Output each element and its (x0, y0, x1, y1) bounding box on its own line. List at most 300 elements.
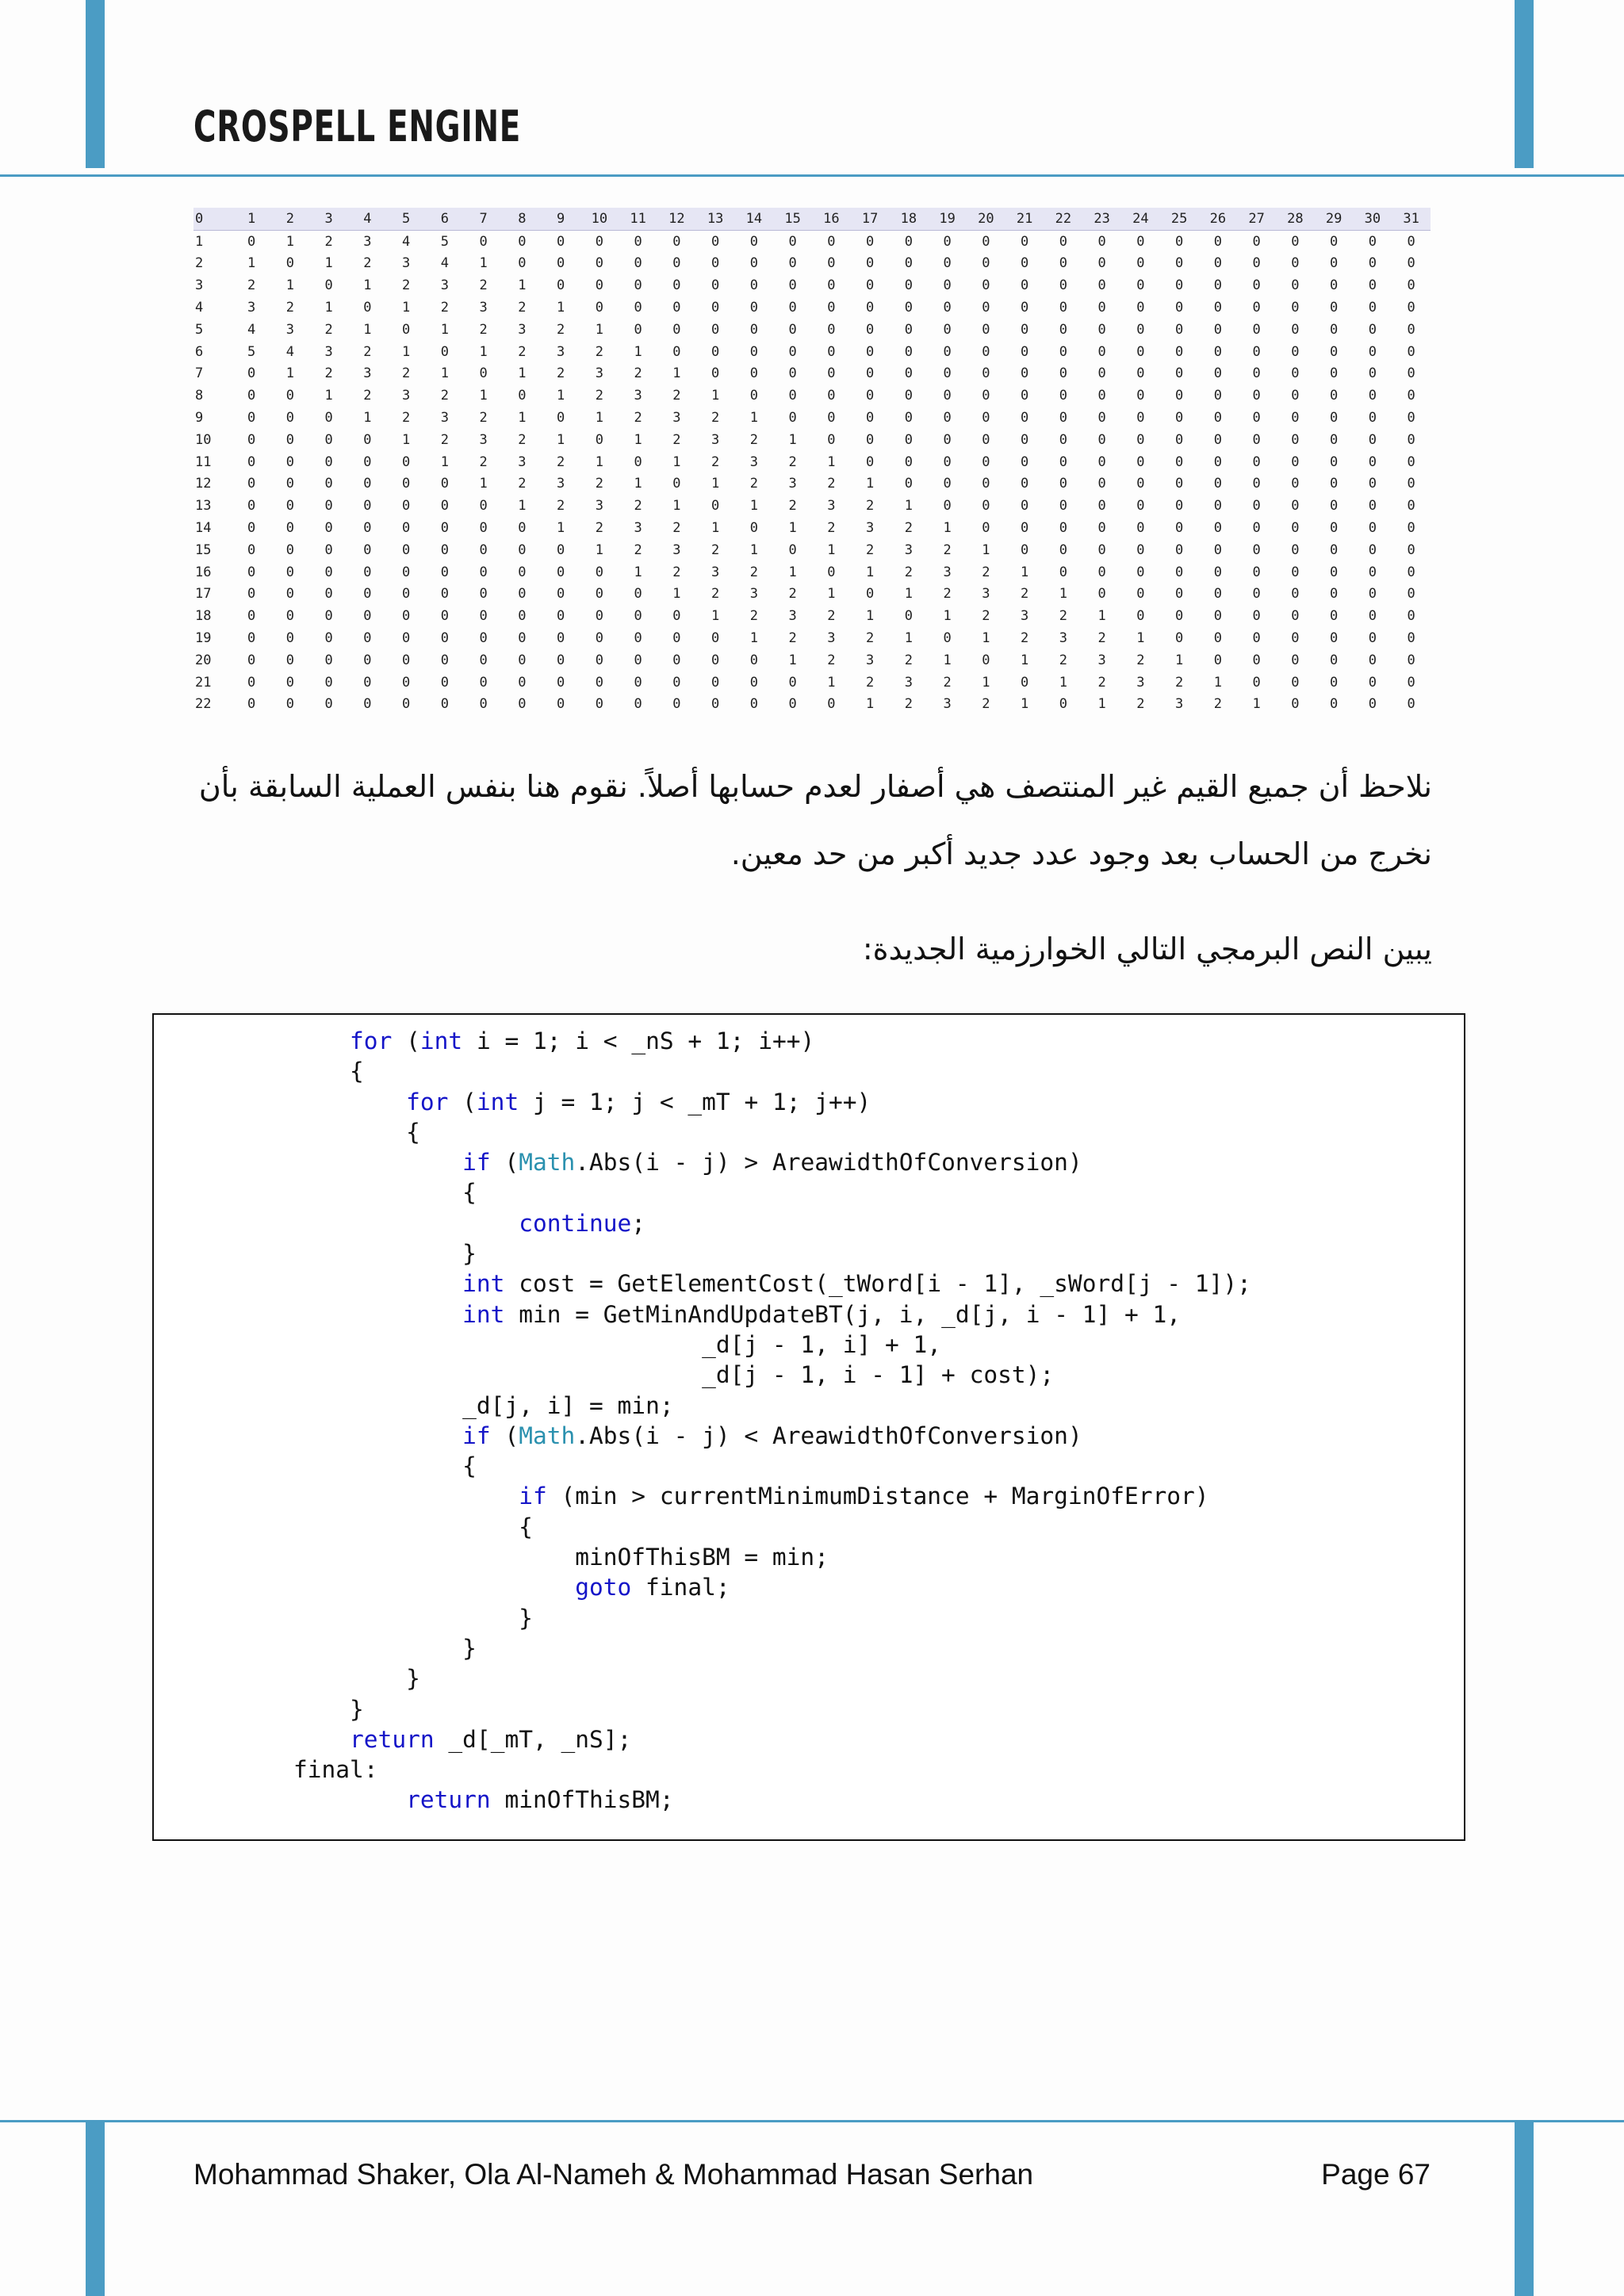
matrix-cell: 0 (595, 564, 603, 580)
matrix-row (193, 297, 1431, 319)
matrix-cell: 0 (711, 365, 720, 382)
matrix-cell: 0 (982, 233, 990, 250)
matrix-cell: 0 (247, 630, 256, 647)
matrix-cell: 2 (1021, 630, 1029, 647)
matrix-cell: 0 (479, 564, 488, 580)
matrix-cell: 2 (518, 343, 527, 360)
matrix-cell: 0 (363, 652, 372, 668)
matrix-cell: 2 (363, 388, 372, 404)
matrix-cell: 0 (672, 696, 681, 713)
matrix-col-header: 31 (1392, 208, 1431, 230)
matrix-cell: 0 (943, 476, 952, 492)
matrix-cell: 1 (866, 696, 875, 713)
matrix-cell: 4 (285, 343, 294, 360)
matrix-cell: 1 (1097, 696, 1106, 713)
matrix-cell: 0 (324, 410, 333, 427)
matrix-cell: 0 (402, 674, 411, 691)
code-line: _d[j, i] = min; (462, 1391, 674, 1419)
code-line: int cost = GetElementCost(_tWord[i - 1], _sWord[j - 1]); (462, 1270, 1251, 1298)
matrix-cell: 3 (711, 431, 720, 448)
matrix-cell: 0 (1407, 365, 1415, 382)
matrix-cell: 2 (440, 388, 449, 404)
matrix-cell: 0 (518, 674, 527, 691)
matrix-cell: 0 (479, 498, 488, 515)
matrix-cell: 0 (982, 431, 990, 448)
matrix-cell: 0 (634, 586, 642, 603)
matrix-cell: 0 (440, 564, 449, 580)
matrix-cell: 0 (324, 520, 333, 537)
matrix-cell: 0 (866, 300, 875, 316)
matrix-cell: 0 (1252, 453, 1261, 470)
matrix-cell: 0 (672, 277, 681, 294)
matrix-cell: 0 (595, 255, 603, 272)
matrix-cell: 17 (195, 586, 212, 603)
matrix-cell: 0 (1175, 321, 1184, 338)
matrix-cell: 0 (324, 630, 333, 647)
matrix-cell: 0 (1021, 498, 1029, 515)
matrix-cell: 0 (672, 321, 681, 338)
matrix-cell: 1 (827, 541, 836, 558)
matrix-cell: 1 (595, 410, 603, 427)
matrix-cell: 0 (1330, 277, 1339, 294)
matrix-cell: 0 (1330, 343, 1339, 360)
matrix-cell: 0 (1136, 498, 1145, 515)
matrix-cell: 1 (749, 498, 758, 515)
matrix-col-header: 7 (464, 208, 503, 230)
code-listing-box (152, 1013, 1465, 1841)
matrix-cell: 0 (904, 277, 913, 294)
matrix-cell: 3 (247, 300, 256, 316)
matrix-cell: 0 (711, 674, 720, 691)
matrix-cell: 0 (1368, 365, 1377, 382)
matrix-cell: 0 (904, 431, 913, 448)
matrix-cell: 0 (440, 476, 449, 492)
matrix-cell: 0 (672, 343, 681, 360)
matrix-cell: 0 (749, 233, 758, 250)
matrix-cell: 0 (749, 520, 758, 537)
matrix-cell: 0 (1021, 365, 1029, 382)
matrix-cell: 0 (285, 410, 294, 427)
matrix-header-row (193, 208, 1431, 230)
matrix-cell: 2 (827, 608, 836, 625)
matrix-cell: 0 (1291, 586, 1300, 603)
matrix-cell: 3 (518, 453, 527, 470)
matrix-cell: 0 (1136, 541, 1145, 558)
matrix-cell: 0 (711, 343, 720, 360)
matrix-cell: 0 (904, 321, 913, 338)
matrix-cell: 0 (1330, 476, 1339, 492)
matrix-cell: 0 (634, 255, 642, 272)
matrix-cell: 2 (285, 300, 294, 316)
matrix-cell: 0 (1330, 388, 1339, 404)
matrix-cell: 0 (247, 674, 256, 691)
matrix-cell: 0 (827, 388, 836, 404)
matrix-cell: 1 (363, 277, 372, 294)
matrix-cell: 1 (1021, 696, 1029, 713)
matrix-cell: 0 (904, 343, 913, 360)
matrix-cell: 0 (672, 255, 681, 272)
matrix-cell: 0 (324, 674, 333, 691)
matrix-cell: 1 (982, 541, 990, 558)
matrix-cell: 0 (1368, 255, 1377, 272)
matrix-cell: 1 (479, 255, 488, 272)
matrix-cell: 3 (1175, 696, 1184, 713)
matrix-cell: 0 (1407, 277, 1415, 294)
matrix-cell: 2 (1021, 586, 1029, 603)
matrix-cell: 1 (827, 674, 836, 691)
matrix-cell: 2 (634, 498, 642, 515)
matrix-cell: 0 (557, 255, 565, 272)
matrix-cell: 1 (402, 431, 411, 448)
matrix-cell: 0 (1136, 586, 1145, 603)
matrix-cell: 0 (749, 277, 758, 294)
matrix-cell: 0 (1136, 520, 1145, 537)
matrix-cell: 2 (634, 365, 642, 382)
matrix-cell: 0 (943, 431, 952, 448)
matrix-cell: 0 (1021, 541, 1029, 558)
matrix-cell: 5 (440, 233, 449, 250)
matrix-cell: 2 (672, 520, 681, 537)
matrix-row (193, 584, 1431, 606)
matrix-cell: 0 (827, 321, 836, 338)
matrix-cell: 0 (1368, 388, 1377, 404)
matrix-cell: 1 (440, 453, 449, 470)
matrix-cell: 1 (943, 652, 952, 668)
matrix-cell: 0 (440, 696, 449, 713)
matrix-cell: 0 (749, 674, 758, 691)
code-line: int min = GetMinAndUpdateBT(j, i, _d[j, i - 1] + 1, (462, 1300, 1182, 1328)
matrix-cell: 0 (1407, 343, 1415, 360)
matrix-cell: 0 (440, 586, 449, 603)
matrix-cell: 1 (195, 233, 204, 250)
matrix-cell: 0 (634, 652, 642, 668)
code-line: if (Math.Abs(i - j) > AreawidthOfConversion) (462, 1149, 1082, 1177)
matrix-cell: 0 (1252, 388, 1261, 404)
matrix-cell: 0 (440, 652, 449, 668)
matrix-cell: 0 (982, 365, 990, 382)
matrix-cell: 0 (1368, 453, 1377, 470)
matrix-cell: 3 (402, 255, 411, 272)
matrix-cell: 0 (363, 674, 372, 691)
matrix-cell: 0 (1097, 233, 1106, 250)
matrix-cell: 2 (943, 674, 952, 691)
matrix-cell: 0 (634, 300, 642, 316)
matrix-cell: 0 (247, 652, 256, 668)
matrix-cell: 2 (363, 343, 372, 360)
matrix-cell: 9 (195, 410, 204, 427)
matrix-cell: 0 (324, 498, 333, 515)
matrix-cell: 0 (1407, 520, 1415, 537)
matrix-cell: 0 (1136, 343, 1145, 360)
matrix-cell: 0 (285, 520, 294, 537)
matrix-cell: 0 (634, 608, 642, 625)
matrix-cell: 2 (595, 520, 603, 537)
matrix-cell: 0 (1059, 343, 1067, 360)
matrix-cell: 0 (711, 255, 720, 272)
matrix-cell: 0 (595, 608, 603, 625)
matrix-cell: 0 (557, 564, 565, 580)
matrix-cell: 3 (1059, 630, 1067, 647)
matrix-col-header: 5 (387, 208, 426, 230)
matrix-cell: 1 (672, 586, 681, 603)
matrix-cell: 1 (1021, 652, 1029, 668)
matrix-cell: 2 (1136, 696, 1145, 713)
matrix-cell: 0 (827, 564, 836, 580)
matrix-cell: 0 (324, 586, 333, 603)
matrix-cell: 0 (285, 498, 294, 515)
code-line: _d[j - 1, i - 1] + cost); (702, 1361, 1055, 1389)
matrix-cell: 0 (595, 586, 603, 603)
matrix-cell: 3 (788, 476, 797, 492)
matrix-cell: 0 (1097, 541, 1106, 558)
matrix-row (193, 517, 1431, 539)
matrix-cell: 0 (1021, 233, 1029, 250)
matrix-cell: 3 (324, 343, 333, 360)
matrix-cell: 2 (595, 343, 603, 360)
code-line: continue; (519, 1209, 646, 1237)
matrix-cell: 0 (518, 696, 527, 713)
matrix-row (193, 274, 1431, 297)
matrix-cell: 2 (440, 300, 449, 316)
matrix-col-header: 18 (890, 208, 929, 230)
matrix-cell: 0 (866, 365, 875, 382)
matrix-cell: 0 (672, 674, 681, 691)
matrix-cell: 0 (1252, 586, 1261, 603)
matrix-cell: 0 (1407, 541, 1415, 558)
code-line: goto final; (575, 1574, 730, 1601)
matrix-cell: 3 (479, 431, 488, 448)
matrix-cell: 0 (1291, 453, 1300, 470)
matrix-cell: 0 (1407, 586, 1415, 603)
matrix-cell: 0 (982, 652, 990, 668)
matrix-cell: 0 (749, 300, 758, 316)
code-listing (293, 1026, 1251, 1816)
matrix-cell: 0 (1059, 365, 1067, 382)
matrix-cell: 0 (518, 520, 527, 537)
matrix-cell: 1 (1136, 630, 1145, 647)
matrix-cell: 0 (402, 564, 411, 580)
matrix-cell: 2 (943, 541, 952, 558)
matrix-cell: 0 (1368, 498, 1377, 515)
matrix-cell: 0 (557, 410, 565, 427)
matrix-cell: 1 (595, 541, 603, 558)
matrix-cell: 1 (324, 300, 333, 316)
matrix-cell: 0 (982, 476, 990, 492)
matrix-cell: 2 (634, 410, 642, 427)
matrix-cell: 0 (1330, 300, 1339, 316)
matrix-cell: 0 (402, 453, 411, 470)
matrix-cell: 3 (479, 300, 488, 316)
matrix-cell: 2 (1213, 696, 1222, 713)
matrix-cell: 2 (904, 520, 913, 537)
matrix-row (193, 429, 1431, 451)
matrix-row (193, 605, 1431, 627)
matrix-cell: 14 (195, 520, 212, 537)
matrix-cell: 0 (247, 233, 256, 250)
matrix-cell: 0 (1407, 388, 1415, 404)
matrix-cell: 0 (904, 255, 913, 272)
matrix-cell: 0 (672, 233, 681, 250)
matrix-cell: 1 (866, 564, 875, 580)
matrix-cell: 3 (672, 410, 681, 427)
matrix-cell: 0 (363, 300, 372, 316)
code-line: { (350, 1513, 533, 1540)
bottom-right-accent-bar (1515, 2122, 1534, 2296)
matrix-cell: 0 (1213, 431, 1222, 448)
matrix-cell: 0 (1252, 630, 1261, 647)
matrix-cell: 2 (595, 388, 603, 404)
matrix-cell: 0 (1213, 520, 1222, 537)
matrix-cell: 2 (595, 476, 603, 492)
code-intro-text: يبين النص البرمجي التالي الخوارزمية الجديدة: (862, 932, 1432, 966)
matrix-cell: 0 (363, 498, 372, 515)
matrix-cell: 0 (982, 388, 990, 404)
matrix-cell: 4 (440, 255, 449, 272)
matrix-cell: 0 (711, 696, 720, 713)
matrix-cell: 0 (1330, 255, 1339, 272)
matrix-cell: 1 (324, 255, 333, 272)
matrix-cell: 1 (788, 652, 797, 668)
matrix-cell: 2 (557, 365, 565, 382)
matrix-cell: 0 (1175, 586, 1184, 603)
matrix-cell: 3 (866, 520, 875, 537)
matrix-row (193, 451, 1431, 473)
code-line: } (350, 1695, 364, 1723)
matrix-cell: 0 (1136, 321, 1145, 338)
matrix-cell: 0 (1175, 564, 1184, 580)
matrix-col-header: 17 (851, 208, 890, 230)
matrix-cell: 2 (634, 541, 642, 558)
matrix-cell: 0 (634, 696, 642, 713)
matrix-cell: 1 (1213, 674, 1222, 691)
matrix-cell: 0 (324, 476, 333, 492)
matrix-cell: 1 (402, 343, 411, 360)
code-line: minOfThisBM = min; (575, 1544, 829, 1571)
matrix-cell: 1 (634, 564, 642, 580)
matrix-cell: 0 (247, 586, 256, 603)
matrix-cell: 0 (1097, 388, 1106, 404)
code-line: for (int i = 1; i < _nS + 1; i++) (350, 1027, 815, 1054)
matrix-cell: 0 (1252, 608, 1261, 625)
matrix-cell: 22 (195, 696, 212, 713)
matrix-cell: 2 (1059, 652, 1067, 668)
matrix-col-header: 12 (657, 208, 696, 230)
matrix-cell: 2 (904, 564, 913, 580)
matrix-cell: 0 (363, 520, 372, 537)
matrix-cell: 0 (324, 453, 333, 470)
matrix-cell: 0 (1059, 476, 1067, 492)
matrix-cell: 0 (1291, 410, 1300, 427)
header-title: CROSPELL ENGINE (193, 101, 522, 151)
matrix-cell: 0 (247, 365, 256, 382)
matrix-cell: 1 (672, 365, 681, 382)
matrix-row (193, 230, 1431, 252)
matrix-cell: 0 (1291, 388, 1300, 404)
matrix-cell: 0 (1136, 365, 1145, 382)
matrix-cell: 1 (866, 476, 875, 492)
matrix-cell: 0 (595, 652, 603, 668)
matrix-cell: 0 (595, 233, 603, 250)
matrix-cell: 0 (363, 696, 372, 713)
matrix-cell: 0 (440, 630, 449, 647)
matrix-cell: 0 (1407, 410, 1415, 427)
matrix-cell: 0 (1252, 674, 1261, 691)
matrix-cell: 0 (827, 343, 836, 360)
matrix-cell: 0 (1330, 410, 1339, 427)
matrix-cell: 0 (943, 410, 952, 427)
matrix-cell: 0 (1330, 674, 1339, 691)
matrix-cell: 0 (866, 277, 875, 294)
matrix-cell: 0 (1097, 321, 1106, 338)
code-line: { (350, 1452, 477, 1480)
matrix-cell: 0 (1291, 498, 1300, 515)
matrix-cell: 2 (711, 541, 720, 558)
matrix-cell: 0 (788, 343, 797, 360)
matrix-cell: 2 (402, 277, 411, 294)
matrix-cell: 0 (247, 696, 256, 713)
matrix-col-header: 4 (348, 208, 387, 230)
matrix-cell: 0 (711, 652, 720, 668)
matrix-cell: 2 (479, 410, 488, 427)
matrix-cell: 3 (285, 321, 294, 338)
matrix-cell: 0 (827, 365, 836, 382)
matrix-cell: 3 (749, 586, 758, 603)
matrix-cell: 0 (479, 233, 488, 250)
matrix-cell: 0 (247, 431, 256, 448)
matrix-cell: 2 (247, 277, 256, 294)
matrix-cell: 1 (866, 608, 875, 625)
matrix-cell: 0 (788, 541, 797, 558)
matrix-cell: 0 (1291, 476, 1300, 492)
matrix-cell: 0 (1252, 476, 1261, 492)
matrix-cell: 0 (363, 586, 372, 603)
matrix-cell: 0 (672, 608, 681, 625)
footer-rule (0, 2120, 1624, 2122)
matrix-cell: 0 (363, 453, 372, 470)
matrix-cell: 0 (440, 520, 449, 537)
matrix-cell: 0 (711, 300, 720, 316)
matrix-cell: 0 (1136, 564, 1145, 580)
matrix-cell: 0 (285, 630, 294, 647)
matrix-cell: 0 (402, 630, 411, 647)
matrix-col-header: 2 (271, 208, 310, 230)
matrix-cell: 0 (324, 541, 333, 558)
matrix-cell: 0 (1136, 476, 1145, 492)
matrix-cell: 0 (982, 498, 990, 515)
matrix-cell: 0 (1213, 652, 1222, 668)
matrix-cell: 2 (1136, 652, 1145, 668)
matrix-col-header: 1 (232, 208, 271, 230)
matrix-cell: 0 (634, 277, 642, 294)
matrix-cell: 0 (982, 453, 990, 470)
matrix-cell: 0 (479, 696, 488, 713)
matrix-cell: 0 (943, 255, 952, 272)
matrix-cell: 3 (363, 233, 372, 250)
top-left-accent-bar (86, 0, 105, 168)
matrix-cell: 1 (363, 410, 372, 427)
matrix-cell: 0 (749, 255, 758, 272)
matrix-cell: 0 (1407, 453, 1415, 470)
matrix-cell: 19 (195, 630, 212, 647)
matrix-cell: 0 (943, 321, 952, 338)
matrix-cell: 0 (1330, 608, 1339, 625)
matrix-cell: 0 (324, 564, 333, 580)
matrix-cell: 0 (1136, 255, 1145, 272)
matrix-cell: 0 (1407, 630, 1415, 647)
matrix-cell: 0 (1021, 321, 1029, 338)
matrix-row (193, 253, 1431, 275)
matrix-cell: 0 (1021, 431, 1029, 448)
